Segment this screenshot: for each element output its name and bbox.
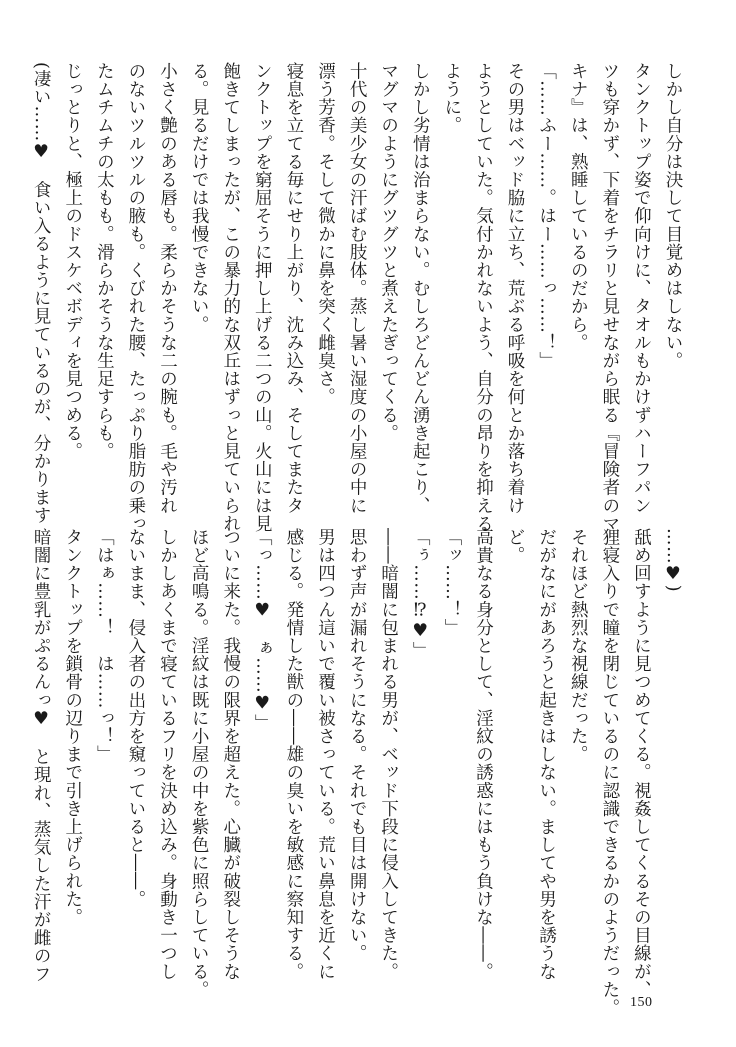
text-line: 狸寝入りで瞳を閉じているのに認識できるかのようだった。 xyxy=(599,528,620,1017)
text-line: 感じる。発情した獣の――雄の臭いを敏感に察知する。 xyxy=(283,528,304,981)
text-line: その男はベッド脇に立ち、荒ぶる呼吸を何とか落ち着け xyxy=(505,62,526,515)
text-line: マグマのようにグツグツと煮えたぎってくる。 xyxy=(378,62,399,443)
text-block-upper xyxy=(31,62,688,533)
text-line: タンクトップ姿で仰向けに、タオルもかけずハーフパン xyxy=(631,62,652,515)
text-line: ないまま、侵入者の出方を窺っていると――。 xyxy=(125,528,146,909)
text-line: 思わず声が漏れそうになる。それでも目は開けない。 xyxy=(347,528,368,963)
text-line: 「……ふー……。はー……っ……！」 xyxy=(536,62,557,370)
text-line: 舐め回すように見つめてくる。視姦してくるその目線が、 xyxy=(631,528,652,999)
text-line: ……♥) xyxy=(663,528,683,593)
text-line: 小さく艶のある唇も。柔らかそうな二の腕も。毛や汚れ xyxy=(157,62,178,515)
text-line: タンクトップを鎖骨の辺りまで引き上げられた。 xyxy=(62,528,83,927)
text-line: (凄い……♥ 食い入るように見ているのが、分かります xyxy=(31,62,52,525)
text-line: ようとしていた。気付かれないよう、自分の昂りを抑える xyxy=(473,62,494,533)
text-line: 十代の美少女の汗ばむ肢体。蒸し暑い湿度の小屋の中に xyxy=(347,62,368,515)
text-line: ツも穿かず、下着をチラリと見せながら眠る『冒険者のマ xyxy=(599,62,620,533)
text-line: しかしあくまで寝ているフリを決め込み。身動き一つし xyxy=(157,528,178,981)
text-line: 高貴なる身分として、淫紋の誘惑にはもう負けな――。 xyxy=(473,528,494,981)
text-line: 「っ……♥ ぁ……♥」 xyxy=(252,528,273,733)
text-line: ついに来た。我慢の限界を超えた。心臓が破裂しそうな xyxy=(220,528,241,981)
text-line: 飽きてしまったが、この暴力的な双丘はずっと見ていられ xyxy=(220,62,241,533)
text-line: 漂う芳香。そして微かに鼻を突く雌臭さ。 xyxy=(315,62,336,406)
text-line: 「はぁ……！ は……っ！」 xyxy=(94,528,115,764)
text-line: ように。 xyxy=(441,62,462,135)
text-line: 寝息を立てる毎にせり上がり、沈み込み、そしてまたタ xyxy=(283,62,304,515)
text-line: それほど熱烈な視線だった。 xyxy=(568,528,589,764)
text-line: る。見るだけでは我慢できない。 xyxy=(189,62,210,334)
text-line: しかし劣情は治まらない。むしろどんどん湧き起こり、 xyxy=(410,62,431,515)
text-line: 「ぅ……⁉♥」 xyxy=(410,528,431,660)
text-line: じっとりと、極上のドスケベボディを見つめる。 xyxy=(62,62,83,461)
text-line: 暗闇に豊乳がぷるんっ♥ と現れ、蒸気した汗が雌のフ xyxy=(31,528,52,983)
text-line: たムチムチの太もも。滑らかそうな生足すらも。 xyxy=(94,62,115,461)
text-line: のないツルツルの腋も。くびれた腰、たっぷり脂肪の乗っ xyxy=(125,62,146,533)
text-line: ――暗闇に包まれる男が、ベッド下段に侵入してきた。 xyxy=(378,528,399,981)
text-line: しかし自分は決して目覚めはしない。 xyxy=(663,62,683,370)
text-line: ど。 xyxy=(505,528,526,565)
text-line: だがなにがあろうと起きはしない。ましてや男を誘うな xyxy=(536,528,557,981)
text-line: キナ』は、熟睡しているのだから。 xyxy=(568,62,589,352)
text-line: ンクトップを窮屈そうに押し上げる二つの山。火山には見 xyxy=(252,62,273,533)
text-line: 「ッ……！」 xyxy=(441,528,462,637)
page-number: 150 xyxy=(630,995,653,1010)
text-line: 男は四つん這いで覆い被さっている。荒い鼻息を近くに xyxy=(315,528,336,981)
text-line: ほど高鳴る。淫紋は既に小屋の中を紫色に照らしている。 xyxy=(189,528,210,999)
